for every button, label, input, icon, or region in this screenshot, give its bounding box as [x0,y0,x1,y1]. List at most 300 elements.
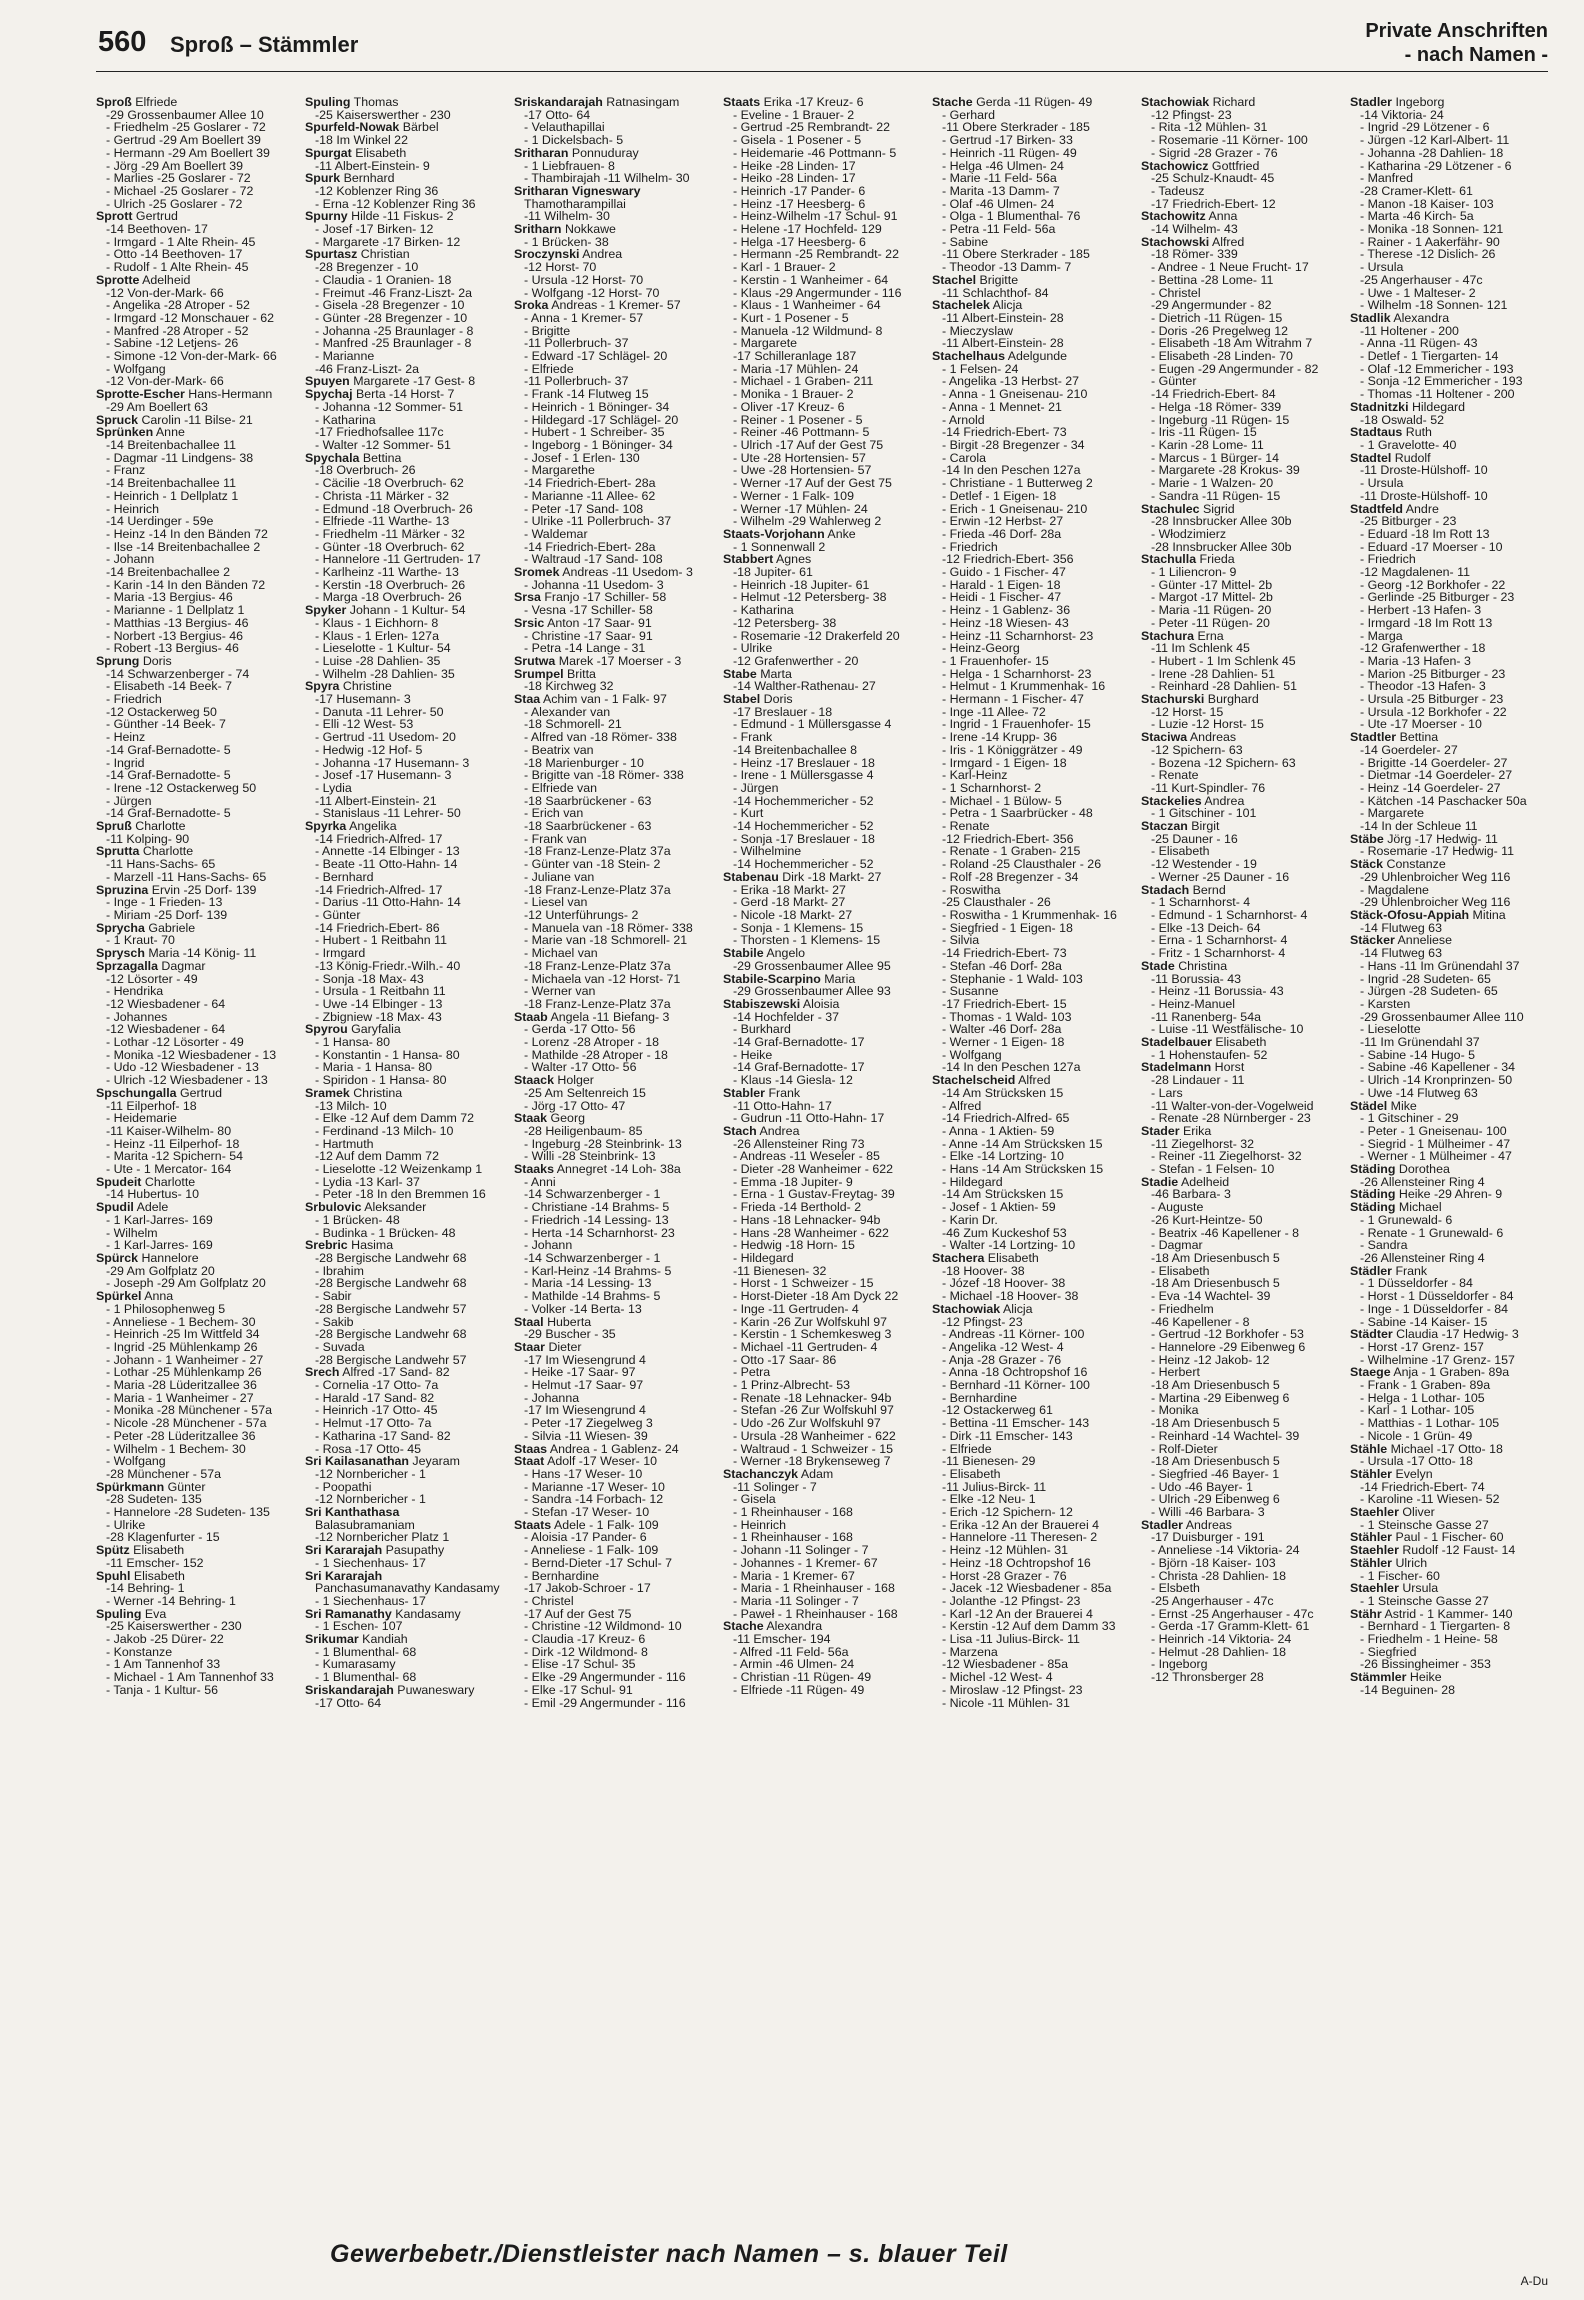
entry-text: - Frank -14 Flutweg 15 [524,387,649,402]
entry-text: Heike [1406,1670,1442,1685]
entry-text: - 1 Blumenthal- 68 [315,1670,417,1685]
entry-text: - Helga -17 Heesberg- 6 [733,234,866,249]
entry-text: - Bettina -28 Lome- 11 [1151,272,1274,287]
entry-text: - Monika [1151,1403,1199,1418]
entry-text: - Lothar -25 Mühlenkamp 26 [106,1365,262,1380]
entry-text: Birgit [1187,819,1220,834]
entry-text: -11 Borussia- 43 [1151,971,1241,986]
entry-text: - Heidemarie [106,1111,177,1126]
entry-text: - Christine -12 Wildmond- 10 [524,1619,682,1634]
entry-text: - Brigitte van -18 Römer- 338 [524,768,684,783]
entry-text: Andrea [756,1123,800,1138]
entry-text: - Werner - 1 Falk- 109 [733,488,854,503]
entry-text: - Horst -17 Grenz- 157 [1360,1339,1484,1354]
entry-text: - Ernst -25 Angerhauser - 47c [1151,1606,1314,1621]
entry-text: Frieda [1196,552,1235,567]
entry-text: - Claudia - 1 Oranien- 18 [315,272,452,287]
entry-text: - Irene -12 Ostackerweg 50 [106,780,257,795]
entry-surname: Stachowiak [932,1301,1001,1316]
entry-text: - Margarete -17 Birken- 12 [315,234,461,249]
entry-text: - Jörg -29 Am Boellert 39 [106,158,244,173]
entry-text: - Sabine [942,234,989,249]
entry-text: - Friedrich -14 Lessing- 13 [524,1212,669,1227]
entry-text: Huberta [543,1314,592,1329]
entry-text: - Erika -18 Markt- 27 [733,882,846,897]
entry-text: - Eduard -17 Moerser - 10 [1360,539,1503,554]
entry-text: - Sabine -12 Letjens- 26 [106,336,239,351]
entry-text: - Siegrid - 1 Mülheimer - 47 [1360,1136,1511,1151]
entry-text: - Heinz -14 Goerdeler- 27 [1360,780,1501,795]
entry-text: - Gertrud -12 Borkhofer - 53 [1151,1327,1304,1342]
entry-text: - Wilhelmine [733,844,802,859]
entry-text: - Beatrix -46 Kapellener - 8 [1151,1225,1300,1240]
entry-text: Hannelore [138,1250,199,1265]
entry-surname: Spuling [305,96,351,109]
entry-surname: Stadtaus [1350,425,1403,440]
entry-text: - Nicole -11 Mühlen- 31 [942,1695,1070,1710]
entry-text: - 1 Liliencron- 9 [1151,565,1237,580]
entry-text: -14 Friedrich-Alfred- 65 [942,1111,1070,1126]
entry-text: -12 Nornbericher - 1 [315,1492,426,1507]
entry-text: - Walter -12 Sommer- 51 [315,437,451,452]
entry-text: - Hubert - 1 Reitbahn 11 [315,933,448,948]
entry-text: - Ingeburg -28 Steinbrink- 13 [524,1136,682,1151]
entry-text: - 1 Brücken- 38 [524,234,609,249]
entry-text: - Ibrahim [315,1263,364,1278]
entry-text: - 1 Frauenhofer- 15 [942,653,1049,668]
entry-text: - Marga [1360,628,1403,643]
entry-text: - Helmut -12 Petersberg- 38 [733,590,887,605]
entry-surname: Sramek [305,1085,350,1100]
entry-text: - Waldemar [524,526,588,541]
entry-text: - Monika -28 Münchener - 57a [106,1403,272,1418]
entry-surname: Stähler [1350,1466,1393,1481]
entry-text: -17 Auf der Gest 75 [524,1606,632,1621]
entry-text: -14 Graf-Bernadotte- 5 [106,768,231,783]
entry-text: - Bernhardine [524,1568,600,1583]
entry-text: -12 Wiesbadener - 64 [106,996,226,1011]
entry-text: -14 Hochfelder - 37 [733,1009,840,1024]
entry-surname: Stachera [932,1250,985,1265]
entry-text: - Günter -18 Overbruch- 62 [315,539,465,554]
entry-text: - Emma -18 Jupiter- 9 [733,1174,853,1189]
entry-text: - Sonja -12 Emmericher - 193 [1360,374,1523,389]
entry-text: - Beate -11 Otto-Hahn- 14 [315,857,458,872]
entry-text: - Peter - 1 Gneisenau- 100 [1360,1123,1507,1138]
entry-text: - Elfriede -11 Rügen- 49 [733,1682,865,1697]
entry-surname: Staats-Vorjohann [723,526,825,541]
entry-text: - Willi -28 Steinbrink- 13 [524,1149,656,1164]
entry-text: Paul - 1 Fischer- 60 [1392,1530,1504,1545]
entry-text: - Monika -18 Sonnen- 121 [1360,222,1504,237]
entry-text: - Heinrich -25 Im Wittfeld 34 [106,1327,260,1342]
entry-text: - Siegfried [1360,1644,1417,1659]
entry-text: -28 Bregenzer - 10 [315,260,419,275]
entry-text: -25 Dauner - 16 [1151,831,1238,846]
entry-text: - Eduard -18 Im Rott 13 [1360,526,1490,541]
entry-surname: Srebric [305,1238,348,1253]
entry-surname: Sri Kararajah [305,1568,383,1583]
entry-text: - Heinrich -17 Otto- 45 [315,1403,438,1418]
entry-text: - Heinrich -18 Jupiter- 61 [733,577,870,592]
directory-entry-line [932,1697,1132,1710]
entry-text: - Hedwig -18 Horn- 15 [733,1238,855,1253]
entry-surname: Stadie [1141,1174,1179,1189]
entry-text: - Christel [1151,285,1201,300]
entry-text: - Michael -18 Hoover- 38 [942,1289,1079,1304]
entry-text: - Klaus - 1 Eichhorn- 8 [315,615,439,630]
entry-text: - Klaus -14 Giesla- 12 [733,1073,853,1088]
entry-text: - Rosa -17 Otto- 45 [315,1441,422,1456]
column-7 [1350,96,1550,2186]
entry-text: -26 Bissingheimer - 353 [1360,1657,1491,1672]
entry-text: - 1 Scharnhorst- 4 [1151,895,1251,910]
entry-text: - Heidemarie -46 Pottmann- 5 [733,145,897,160]
entry-surname: Sprotte [96,272,140,287]
entry-surname: Stadach [1141,882,1190,897]
entry-text: Heike -29 Ahren- 9 [1395,1187,1503,1202]
entry-text: -14 Friedrich-Ebert- 84 [1151,387,1276,402]
entry-text: - Heinrich - 1 Böninger- 34 [524,399,670,414]
entry-text: - Ingrid -25 Mühlenkamp 26 [106,1339,258,1354]
entry-text: -11 Julius-Birck- 11 [942,1479,1047,1494]
entry-text: - Reinhard -28 Dahlien- 51 [1151,679,1298,694]
entry-text: - Reiner -46 Pottmann- 5 [733,425,870,440]
entry-text: - Heinz -14 In den Bänden 72 [106,526,268,541]
entry-text: -29 Grossenbaumer Allee 110 [1360,1009,1524,1024]
entry-text: -11 Obere Sterkrader - 185 [942,120,1090,135]
entry-text: -11 Ziegelhorst- 32 [1151,1136,1255,1151]
column-2 [305,96,505,2186]
entry-text: - Hans -17 Weser- 10 [524,1466,643,1481]
entry-text: -29 Angermunder - 82 [1151,298,1272,313]
entry-text: - Martina -29 Eibenweg 6 [1151,1390,1290,1405]
entry-text: - Cäcilie -18 Overbruch- 62 [315,476,464,491]
entry-text: - Kerstin -18 Overbruch- 26 [315,577,466,592]
entry-text: -14 Graf-Bernadotte- 5 [106,806,231,821]
entry-text: - Ulrich -14 Kronprinzen- 50 [1360,1073,1513,1088]
entry-text: -11 Wilhelm- 30 [524,209,610,224]
entry-text: -17 Friedrich-Ebert- 15 [942,996,1067,1011]
entry-text: - Sonja - 1 Klemens- 15 [733,920,864,935]
entry-text: - Karoline -11 Wiesen- 52 [1360,1492,1500,1507]
entry-text: - Irmgard - 1 Alte Rhein- 45 [106,234,256,249]
entry-text: - Anni [524,1174,556,1189]
entry-text: - Volker -14 Berta- 13 [524,1301,642,1316]
entry-text: - Werner - 1 Eigen- 18 [942,1035,1065,1050]
entry-text: - Ulrike [106,1517,146,1532]
entry-text: - Liesel van [524,895,588,910]
entry-text: - Thomas - 1 Wald- 103 [942,1009,1072,1024]
entry-text: - Stefan - 1 Felsen- 10 [1151,1162,1275,1177]
entry-text: Anneliese [1394,933,1452,948]
section-subtitle: - nach Namen - [1404,44,1548,66]
entry-text: - 1 Prinz-Albrecht- 53 [733,1378,851,1393]
entry-text: - Frank [733,730,773,745]
entry-text: - Rudolf - 1 Alte Rhein- 45 [106,260,249,275]
entry-text: - Ursula -12 Borkhofer - 22 [1360,704,1507,719]
entry-text: - Jakob -25 Dürer- 22 [106,1632,224,1647]
entry-text: - Jürgen -28 Sudeten- 65 [1360,984,1498,999]
entry-text: - Edward -17 Schlägel- 20 [524,349,668,364]
entry-text: - Elsbeth [1151,1581,1200,1596]
entry-text: - Peter -17 Ziegelweg 3 [524,1416,653,1431]
entry-surname: Sri Kailasanathan [305,1454,409,1469]
entry-text: - Karin -14 In den Bänden 72 [106,577,266,592]
entry-text: -25 Kaiserswerther - 230 [106,1619,242,1634]
entry-text: - Herta -14 Scharnhorst- 23 [524,1225,675,1240]
entry-text: -28 Cramer-Klett- 61 [1360,183,1473,198]
entry-text: -26 Allensteiner Ring 4 [1360,1250,1485,1265]
entry-text: -14 Graf-Bernadotte- 5 [106,742,231,757]
entry-text: - 1 Scharnhorst- 2 [942,780,1042,795]
entry-text: -12 Grafenwerther - 20 [733,653,859,668]
entry-surname: Srsa [514,590,541,605]
entry-text: Elisabeth [351,145,407,160]
entry-text: - Roswitha - 1 Krummenhak- 16 [942,908,1117,922]
entry-text: Elisabeth [129,1543,185,1558]
entry-text: - Elisabeth [1151,844,1210,859]
entry-text: Mitina [1469,908,1506,922]
directory-entry-line [1350,1684,1550,1697]
entry-text: Nokkawe [561,222,616,237]
entry-surname: Stadelbauer [1141,1035,1212,1050]
entry-surname: Stadlik [1350,310,1391,325]
entry-text: Hasima [347,1238,394,1253]
entry-surname: Spyker [305,603,347,618]
entry-text: -26 Allensteiner Ring 73 [733,1136,865,1151]
entry-text: - Edmund - 1 Scharnhorst- 4 [1151,908,1308,922]
entry-text: -18 Schmorell- 21 [524,717,622,732]
entry-surname: Sriskandarajah [514,96,603,109]
entry-text: - Maria -17 Mühlen- 24 [733,361,859,376]
entry-text: - Theodor -13 Hafen- 3 [1360,679,1486,694]
entry-surname: Spuling [96,1606,142,1621]
entry-text: - Günther -14 Beek- 7 [106,717,226,732]
entry-text: -11 Im Schlenk 45 [1151,641,1250,656]
entry-text: - Hannelore -28 Sudeten- 135 [106,1505,270,1520]
entry-text: Ponnuduray [568,145,639,160]
entry-text: - Siegfried - 1 Eigen- 18 [942,920,1073,935]
entry-text: Dirk -18 Markt- 27 [778,869,882,884]
entry-text: -14 Breitenbachallee 11 [106,437,236,452]
entry-text: - Renate -28 Nürnberger - 23 [1151,1111,1311,1126]
entry-text: Maria [820,971,856,986]
entry-text: -18 Franz-Lenze-Platz 37a [524,996,671,1011]
entry-text: - Jolanthe -12 Pfingst- 23 [942,1593,1081,1608]
entry-text: - Lars [1151,1085,1183,1100]
entry-surname: Staak [514,1111,548,1126]
entry-text: - Manuela van -18 Römer- 338 [524,920,693,935]
entry-text: -12 Friedrich-Ebert- 356 [942,552,1074,567]
entry-text: - Hildegard [942,1174,1003,1189]
entry-text: Berta -14 Horst- 7 [352,387,455,402]
entry-surname: Srikumar [305,1632,359,1647]
entry-text: - Elisabeth -18 Am Witrahm 7 [1151,336,1313,351]
entry-text: Balasubramaniam [315,1517,415,1532]
entry-text: -14 Graf-Bernadotte- 17 [733,1035,865,1050]
entry-text: - Dirk -12 Wildmond- 8 [524,1644,648,1659]
entry-surname: Spurny [305,209,348,224]
entry-text: -26 Allensteiner Ring 4 [1360,1174,1485,1189]
entry-surname: Spudeit [96,1174,142,1189]
entry-text: - Reiner -11 Ziegelhorst- 32 [1151,1149,1302,1164]
entry-text: -14 Hochemmericher - 52 [733,793,874,808]
entry-text: - Marianne -17 Weser- 10 [524,1479,665,1494]
entry-text: - Udo -46 Bayer- 1 [1151,1479,1253,1494]
entry-text: - Maria -13 Bergius- 46 [106,590,233,605]
entry-text: - Elisabeth [1151,1263,1210,1278]
entry-text: Holger [553,1073,594,1088]
entry-text: -17 Im Wiesengrund 4 [524,1352,646,1367]
entry-text: - Heinz -17 Breslauer - 18 [733,755,875,770]
entry-surname: Stachel [932,272,977,287]
entry-surname: Stähler [1350,1530,1393,1545]
entry-text: Charlotte [141,1174,196,1189]
entry-text: - Monika -12 Wiesbadener - 13 [106,1047,277,1062]
entry-text: -11 Schlachthof- 84 [942,285,1049,300]
entry-text: -17 Otto- 64 [524,107,591,122]
entry-text: - Werner van [524,984,596,999]
entry-text: - Bernhard -11 Körner- 100 [942,1378,1090,1393]
entry-text: -14 Friedrich-Ebert- 73 [942,946,1067,961]
entry-text: -14 In der Schleue 11 [1360,819,1478,834]
entry-text: Jeyaram [408,1454,460,1469]
entry-surname: Srech [305,1365,340,1380]
entry-text: - Irmgard - 1 Eigen- 18 [942,755,1067,770]
entry-text: - Heinz-Manuel [1151,996,1236,1011]
entry-text: Erika [1179,1123,1212,1138]
entry-text: - Klaus -29 Angermunder - 116 [733,285,902,300]
entry-text: -17 Otto- 64 [315,1695,382,1710]
entry-text: - Margarethe [524,463,595,478]
entry-text: - Elke -13 Deich- 64 [1151,920,1261,935]
entry-text: - Ute -28 Hortensien- 57 [733,450,866,465]
entry-text: - Guido - 1 Fischer- 47 [942,565,1066,580]
entry-text: -17 Im Wiesengrund 4 [524,1403,646,1418]
entry-surname: Stachulla [1141,552,1197,567]
entry-text: - Iris -11 Rügen- 15 [1151,425,1257,440]
entry-text: Eva [141,1606,167,1621]
entry-text: - Auguste [1151,1200,1204,1215]
entry-text: -14 Breitenbachallee 2 [106,565,230,580]
entry-text: -11 Eilperhof- 18 [106,1098,197,1113]
entry-text: -18 Oswald- 52 [1360,412,1445,427]
entry-text: -12 Nornbericher - 1 [315,1466,426,1481]
entry-text: - Helga -18 Römer- 339 [1151,399,1282,414]
entry-text: - Frank van [524,831,587,846]
entry-text: - Johanna -28 Dahlien- 18 [1360,145,1504,160]
entry-text: - Poopathi [315,1479,372,1494]
entry-text: - Elisabeth -14 Beek- 7 [106,679,233,694]
entry-text: - Roswitha [942,882,1001,897]
entry-text: Claudia -17 Hedwig- 3 [1392,1327,1519,1342]
entry-text: -12 Nornbericher Platz 1 [315,1530,450,1545]
entry-text: -14 Wilhelm- 43 [1151,222,1238,237]
entry-text: Margarete -17 Gest- 8 [349,374,476,389]
entry-text: - 1 Liebfrauen- 8 [524,158,615,173]
entry-text: Elisabeth [130,1568,185,1583]
entry-text: -18 Am Driesenbusch 5 [1151,1454,1280,1469]
entry-text: - 1 Felsen- 24 [942,361,1019,376]
entry-text: - Maria - 1 Rheinhauser - 168 [733,1581,895,1596]
entry-text: - Velauthapillai [524,120,605,135]
entry-text: - Manfred -28 Atroper - 52 [106,323,249,338]
entry-text: - 1 Gravelotte- 40 [1360,437,1457,452]
entry-surname: Stadler [1350,96,1393,109]
entry-surname: Städter [1350,1327,1393,1342]
entry-text: - Michael -25 Goslarer - 72 [106,183,254,198]
entry-text: - Elke -14 Lortzing- 10 [942,1149,1064,1164]
entry-text: - Heinz -18 Wiesen- 43 [942,615,1069,630]
entry-text: - Siegfried -46 Bayer- 1 [1151,1466,1280,1481]
entry-text: Gerda -11 Rügen- 49 [972,96,1093,109]
entry-text: - Elfriede [524,361,574,376]
entry-text: - Elisabeth -28 Linden- 70 [1151,349,1293,364]
entry-text: - Dietmar -14 Goerdeler- 27 [1360,768,1513,783]
entry-text: Annegret -14 Loh- 38a [553,1162,681,1177]
entry-text: Alexandra [763,1619,823,1634]
entry-text: -14 Am Strücksken 15 [942,1187,1064,1202]
column-1 [96,96,296,2186]
entry-text: -46 Zum Kuckeshof 53 [942,1225,1067,1240]
entry-text: - Andree - 1 Neue Frucht- 17 [1151,260,1309,275]
entry-text: Christian [357,247,410,262]
entry-text: - Christine -17 Saar- 91 [524,628,653,643]
entry-text: - Walter -46 Dorf- 28a [942,1022,1062,1037]
entry-text: - Ingrid [106,755,145,770]
entry-text: - Vesna -17 Schiller- 58 [524,603,653,618]
entry-text: Anna [1205,209,1238,224]
entry-text: - Heinz -11 Eilperhof- 18 [106,1136,240,1151]
entry-text: - Wilhelm -18 Sonnen- 121 [1360,298,1508,313]
entry-text: - Gisela -28 Bregenzer - 10 [315,298,465,313]
entry-surname: Stachulec [1141,501,1200,516]
entry-text: - Hannelore -11 Theresen- 2 [942,1530,1098,1545]
entry-text: -29 Uhlenbroicher Weg 116 [1360,869,1511,884]
entry-text: - Hannelore -11 Gertruden- 17 [315,552,481,567]
entry-text: - Uwe - 1 Malteser- 2 [1360,285,1476,300]
entry-text: - Hermann - 1 Fischer- 47 [942,692,1084,707]
entry-text: - Miroslaw -12 Pfingst- 23 [942,1682,1083,1697]
entry-text: - Michael van [524,946,598,961]
entry-text: - Alexander van [524,704,611,719]
entry-text: - Walter -14 Lortzing- 10 [942,1238,1076,1253]
entry-text: - Hubert - 1 Im Schlenk 45 [1151,653,1296,668]
entry-text: - Dagmar [1151,1238,1203,1253]
entry-text: - Lydia -13 Karl- 37 [315,1174,420,1189]
entry-text: - Karin Dr. [942,1212,998,1227]
entry-text: - Mathilde -14 Brahms- 5 [524,1289,661,1304]
entry-text: - Johann - 1 Wanheimer - 27 [106,1352,264,1367]
entry-text: - Wilhelmine -17 Grenz- 157 [1360,1352,1515,1367]
entry-surname: Sritharan Vigneswary [514,183,641,198]
entry-text: -12 Von-der-Mark- 66 [106,285,224,300]
entry-text: - Gerd -18 Markt- 27 [733,895,846,910]
entry-text: Gertrud [132,209,178,224]
entry-surname: Srsic [514,615,545,630]
entry-text: - Simone -12 Von-der-Mark- 66 [106,349,277,364]
entry-text: - Matthias -13 Bergius- 46 [106,615,249,630]
entry-text: Alfred [1015,1073,1051,1088]
entry-text: - Sakib [315,1314,354,1329]
entry-text: - Edmund - 1 Müllersgasse 4 [733,717,892,732]
entry-text: -28 Lindauer - 11 [1151,1073,1245,1088]
entry-text: - Josef - 1 Aktien- 59 [942,1200,1056,1215]
entry-text: -28 Heiligenbaum- 85 [524,1123,643,1138]
entry-text: - Harald - 1 Eigen- 18 [942,577,1061,592]
entry-surname: Stäbe [1350,831,1384,846]
